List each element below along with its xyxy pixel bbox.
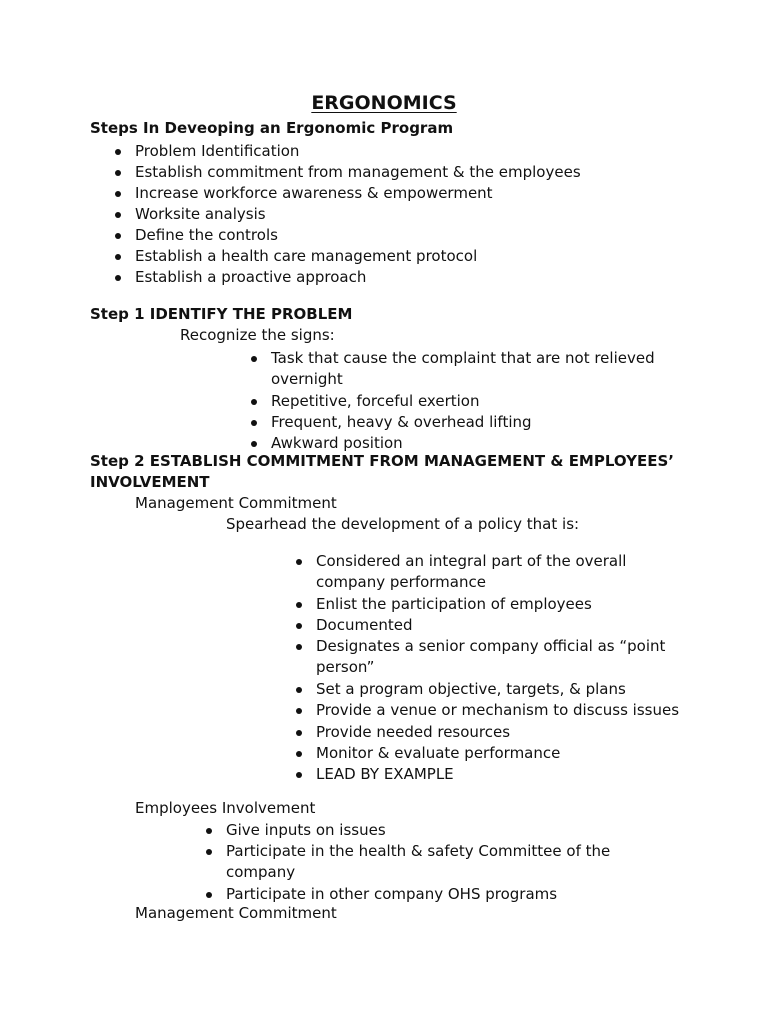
list-item: Designates a senior company official as “point person” <box>316 636 686 678</box>
step1-signs-list <box>271 348 671 454</box>
list-item: Establish a health care management protocol <box>135 246 735 267</box>
list-item: Enlist the participation of employees <box>316 594 686 615</box>
list-item: Provide a venue or mechanism to discuss issues <box>316 700 686 721</box>
list-item: Set a program objective, targets, & plans <box>316 679 686 700</box>
list-item: Considered an integral part of the overall company performance <box>316 551 686 593</box>
step2-heading: Step 2 ESTABLISH COMMITMENT FROM MANAGEMENT & EMPLOYEES’ INVOLVEMENT <box>90 452 674 491</box>
list-item: Documented <box>316 615 686 636</box>
list-item: Increase workforce awareness & empowerment <box>135 183 735 204</box>
policy-list <box>316 551 686 785</box>
list-item: Frequent, heavy & overhead lifting <box>271 412 671 433</box>
list-item: Participate in other company OHS programs <box>226 884 626 905</box>
step1-subheading: Recognize the signs: <box>180 326 335 344</box>
list-item: Awkward position <box>271 433 671 454</box>
list-item: Task that cause the complaint that are not relieved overnight <box>271 348 671 390</box>
step1-heading: Step 1 IDENTIFY THE PROBLEM <box>90 305 353 323</box>
employees-involvement-label: Employees Involvement <box>135 799 316 817</box>
list-item: Participate in the health & safety Committee of the company <box>226 841 626 883</box>
employee-involvement-list <box>226 820 626 905</box>
intro-heading: Steps In Deveoping an Ergonomic Program <box>90 119 454 137</box>
list-item: Define the controls <box>135 225 735 246</box>
intro-step-list <box>135 141 735 288</box>
list-item: Worksite analysis <box>135 204 735 225</box>
list-item: Give inputs on issues <box>226 820 626 841</box>
list-item: LEAD BY EXAMPLE <box>316 764 686 785</box>
list-item: Establish commitment from management & the employees <box>135 162 735 183</box>
management-commitment-label-2: Management Commitment <box>135 904 337 922</box>
list-item: Provide needed resources <box>316 722 686 743</box>
list-item: Problem Identification <box>135 141 735 162</box>
list-item: Establish a proactive approach <box>135 267 735 288</box>
list-item: Monitor & evaluate performance <box>316 743 686 764</box>
document-title: ERGONOMICS <box>311 92 457 114</box>
policy-intro: Spearhead the development of a policy that is: <box>226 515 580 533</box>
management-commitment-label: Management Commitment <box>135 494 337 512</box>
list-item: Repetitive, forceful exertion <box>271 391 671 412</box>
